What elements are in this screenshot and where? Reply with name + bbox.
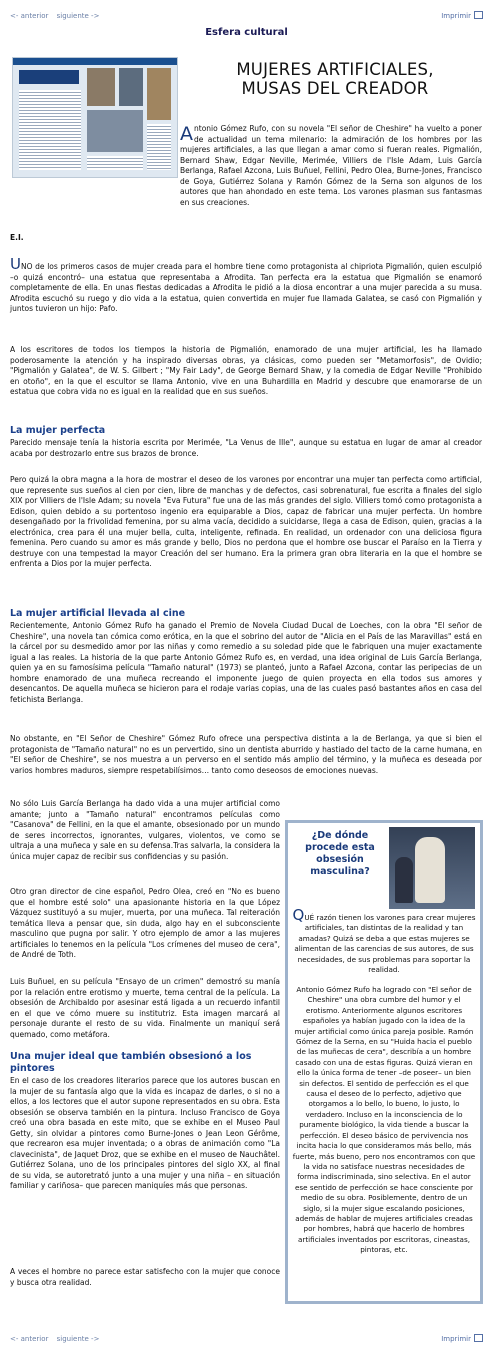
printer-icon[interactable]: [474, 1334, 483, 1342]
subheading-mujer-perfecta: La mujer perfecta: [10, 425, 106, 436]
subheading-pintores: Una mujer ideal que también obsesionó a los pintores: [10, 1051, 252, 1074]
prev-link[interactable]: <- anterior: [10, 12, 49, 20]
prev-link[interactable]: <- anterior: [10, 1335, 49, 1343]
subheading-cine: La mujer artificial llevada al cine: [10, 608, 186, 619]
body-text: NO de los primeros casos de mujer creada para el hombre tiene como protagonista al chipriota Pigmalión, quien esculpió –o quizá encontró– una estatua que representaba a Afrodita. Tan perfecta era la estatua que Pigmalión se enamoró completamente de ella. En unas fiestas dedicadas a Afrodita le pidió a la diosa encontrar a una mujer parecida a su musa. Afrodita escuchó su ruego y dio vida a la estatua, quien convertida en mujer fue llamada Galatea, se casó con Pigmalión y juntos tuvieron un hijo: Pafo.: [10, 262, 482, 313]
print-label: Imprimir: [441, 12, 471, 20]
sidebar-painting: [389, 827, 475, 909]
body-paragraph-3: Parecido mensaje tenía la historia escrita por Merimée, "La Venus de Ille", aunque su estatua en lugar de amar al creador acaba por destrozarlo entre sus brazos de bronce.: [10, 438, 482, 458]
body-paragraph-2: A los escritores de todos los tiempos la historia de Pigmalión, enamorado de una mujer artificial, les ha llamado poderosamente la atención y ha inspirado diversas obras, ya clásicas, como pueden ser "Metamorfosis", de Ovidio; "Pigmalión y Galatea", de W. S. Gilbert ; "My Fair Lady", de George Bernard Shaw, y la comedia de Edgar Neville "Prohibido en otoño", en la que el escultor se llama Antonio, vive en una Buhardilla en Madrid y descubre que enamorarse de un estatua que cobra vida no es igual en la realidad que en sus sueños.: [10, 345, 482, 396]
sidebar-box: [285, 820, 483, 1304]
drop-cap: A: [180, 123, 193, 145]
title-line-2: MUSAS DEL CREADOR: [241, 79, 429, 98]
sidebar-paragraph-2: Antonio Gómez Rufo ha logrado con "El señor de Cheshire" una obra cumbre del humor y el erotismo. Anteriormente algunos escritores españoles ya habían jugado con la idea de la mujer artificial como única pareja posible. Ramón Gómez de la Serna, en su "Huida hacia el pueblo de las muñecas de cera", describía a un hombre casado con una de estas figuras. Quizá vieran en ello la única forma de tener –de poseer– un bien sin defectos. El sentido de perfección es el que causa el deseo de lo perfecto, adjetivo que otorgamos a lo bello, lo bueno, lo justo, lo verdadero. Incluso en la inconsciencia de lo puramente biológico, la vida tiende a buscar la perfección. El deseo básico de pervivencia nos incita hacia lo que consideramos más bello, más fuerte, más bueno, pero nos encontramos con que la vida no satisface nuestras necesidades de forma indiscriminada, sino selectiva. En el autor ese sentido de perfección se hace consciente por medio de su obra. Posiblemente, dentro de un siglo, si la mujer sigue escalando posiciones, además de hablar de mujeres artificiales creadas por hombres, habrá que hacerlo de hombres artificiales inventados por escritoras, cineastas, pintoras, etc.: [292, 985, 476, 1255]
body-paragraph-7: No sólo Luis García Berlanga ha dado vida a una mujer artificial como amante; junto a "Tamaño natural" encontramos películas como "Casanova" de Fellini, en la que el amante, obsesionado por un mundo de seres incorrectos, ignorantes, vulgares, violentos, ve como se ultraja a una muñeca y sale en su defensa.Tras salvarla, la considera la única mujer capaz de recibir sus confidencias y su pasión.: [10, 799, 280, 861]
body-paragraph-8: Otro gran director de cine español, Pedro Olea, creó en "No es bueno que el hombre esté solo" una apasionante historia en la que López Vázquez sustituyó a su mujer, muerta, por una muñeca. Tal reiteración temática lleva a pensar que, sin duda, algo hay en el subconsciente masculino que pugna por salir. Y otro ejemplo de amor a las mujeres artificiales lo tenemos en la película "Los crímenes del museo de cera", de André de Toth.: [10, 887, 280, 959]
bottom-nav: [10, 1335, 483, 1343]
sidebar-paragraph-1: [292, 906, 476, 975]
body-paragraph-5: Recientemente, Antonio Gómez Rufo ha ganado el Premio de Novela Ciudad Ducal de Loeches, con la obra "El señor de Cheshire", una novela tan cómica como erótica, en la que el sobrino del autor de "Alicia en el País de las Maravillas" está en la cárcel por su desmedido amor por las niñas y como remedio a su soledad pide que le fabriquen una mujer exactamente igual a las reales. La historia de la que parte Antonio Gómez Rufo es, en verdad, una idea original de Luis García Berlanga, quien ya en su famosísima película "Tamaño natural" (1973) se planteó, junto a Rafael Azcona, contar las peripecias de un hombre enamorado de una muñeca recreando el imponente juego de quien proyecta en ella todos sus amores y desencantos. De aquella muñeca se hicieron para el rodaje varias copias, una de las cuales pasó bastantes años en casa del fetichista Berlanga.: [10, 621, 482, 704]
print-label: Imprimir: [441, 1335, 471, 1343]
print-link[interactable]: [441, 12, 483, 20]
body-paragraph-11: A veces el hombre no parece estar satisfecho con la mujer que conoce y busca otra realidad.: [10, 1267, 280, 1287]
drop-cap: Q: [292, 906, 305, 924]
intro-text: ntonio Gómez Rufo, con su novela "El señor de Cheshire" ha vuelto a poner de actualidad un tema milenario: la admiración de los hombres por las mujeres artificiales, a las que llegan a amar como si fueran reales. Pigmalión, Bernard Shaw, Edgar Neville, Merimée, Villiers de l'Isle Adam, Luis García Berlanga, Rafael Azcona, Luis Buñuel, Fellini, Pedro Olea, Burne-Jones, Francisco de Goya, Gutiérrez Solana y Ramón Gómez de la Serna son algunos de los autores que han ahondado en este tema. Los varones plasman sus fantasmas en sus creaciones.: [180, 124, 482, 207]
top-nav: [10, 12, 483, 20]
title-line-1: MUJERES ARTIFICIALES,: [236, 60, 434, 79]
intro-paragraph: [180, 124, 482, 208]
body-paragraph-10: En el caso de los creadores literarios parece que los autores buscan en la mujer de su fantasía algo que la vida es incapaz de darles, o si no a ellos, a los lectores que el autor supone representados en su obra. Esta obsesión se observa también en la pintura. Incluso Francisco de Goya creó una obra basada en este mito, que se exhibe en el Museo Paul Getty, sin olvidar a pintores como Burne-Jones o Jean Leon Gérôme, que recrearon esa mujer inventada; o a obras de animación como "La clavecinista", de Jaquet Droz, que se exhibe en el museo de Nauchâtel. Gutiérrez Solana, uno de los principales pintores del siglo XX, al final de su vida, se autoretrató junto a una mujer y una niña – en situación familiar y cariñosa– que parecen maniquíes más que personas.: [10, 1076, 280, 1190]
sidebar-text: UÉ razón tienen los varones para crear mujeres artificiales, tan distintas de la realidad y tan amadas? Quizá se deba a que estas mujeres se alimentan de las carencias de sus autores, de sus necesidades, de sus problemas para soportar la realidad.: [294, 913, 476, 975]
body-paragraph-4: Pero quizá la obra magna a la hora de mostrar el deseo de los varones por encontrar una mujer tan perfecta como artificial, que represente sus sueños al cien por cien, libre de manchas y de defectos, casi sobrenatural, fue escrita a finales del siglo XIX por Villiers de l'Isle Adam; su novela "Eva Futura" fue una de las más grandes del siglo. Villiers tomó como protagonista a Edison, quien debido a su portentoso ingenio era equiparable a Dios, capaz de fabricar una mujer perfecta. Un hombre desengañado por la frivolidad femenina, por su alma vacía, decidido a suicidarse, llega a casa de Edison, quien, gracias a la electrónica, crea para él una mujer bella, culta, inteligente, refinada. En realidad, un ordenador con una deliciosa figura femenina. Pero cuando su amor es más grande y bello, Dios no perdona que el hombre ose buscar el Paraíso en la Tierra y destruye con una tempestad la mayor Creación del ser humano. Era la primera gran obra literaria en la que el hombre se enfrenta a Dios por la mujer perfecta.: [10, 475, 482, 568]
sidebar-title: ¿De dónde procede esta obsesión masculina?: [305, 830, 375, 877]
body-paragraph-6: No obstante, en "El Señor de Cheshire" Gómez Rufo ofrece una perspectiva distinta a la de Berlanga, ya que si bien el protagonista de "Tamaño natural" no es un pervertido, sino un dentista aburrido y hastiado del tacto de la carne humana, en "El señor de Cheshire", se nos muestra a un perverso en el sentido más amplio del término, y la muñeca es deseada por varios hombres maduros, siempre respetabilísimos… tanto como deseosos de emociones nuevas.: [10, 734, 482, 775]
body-paragraph-1: [10, 255, 482, 315]
article-title: [200, 60, 470, 98]
drop-cap: U: [10, 255, 21, 273]
author-initials: E.I.: [10, 233, 24, 242]
section-title: Esfera cultural: [205, 27, 288, 38]
printer-icon[interactable]: [474, 11, 483, 19]
next-link[interactable]: siguiente ->: [56, 1335, 100, 1343]
next-link[interactable]: siguiente ->: [56, 12, 100, 20]
body-paragraph-9: Luis Buñuel, en su película "Ensayo de un crimen" demostró su manía por la relación entre erotismo y muerte, tema central de la película. La obsesión de Archibaldo por asesinar está ligada a un recuerdo infantil en el que ve cómo muere su institutriz. Esta imagen marcará al personaje durante el resto de su vida. Finalmente un maniquí será quemado, como metáfora.: [10, 977, 280, 1039]
print-link[interactable]: [441, 1335, 483, 1343]
magazine-page-thumbnail: [12, 57, 178, 178]
